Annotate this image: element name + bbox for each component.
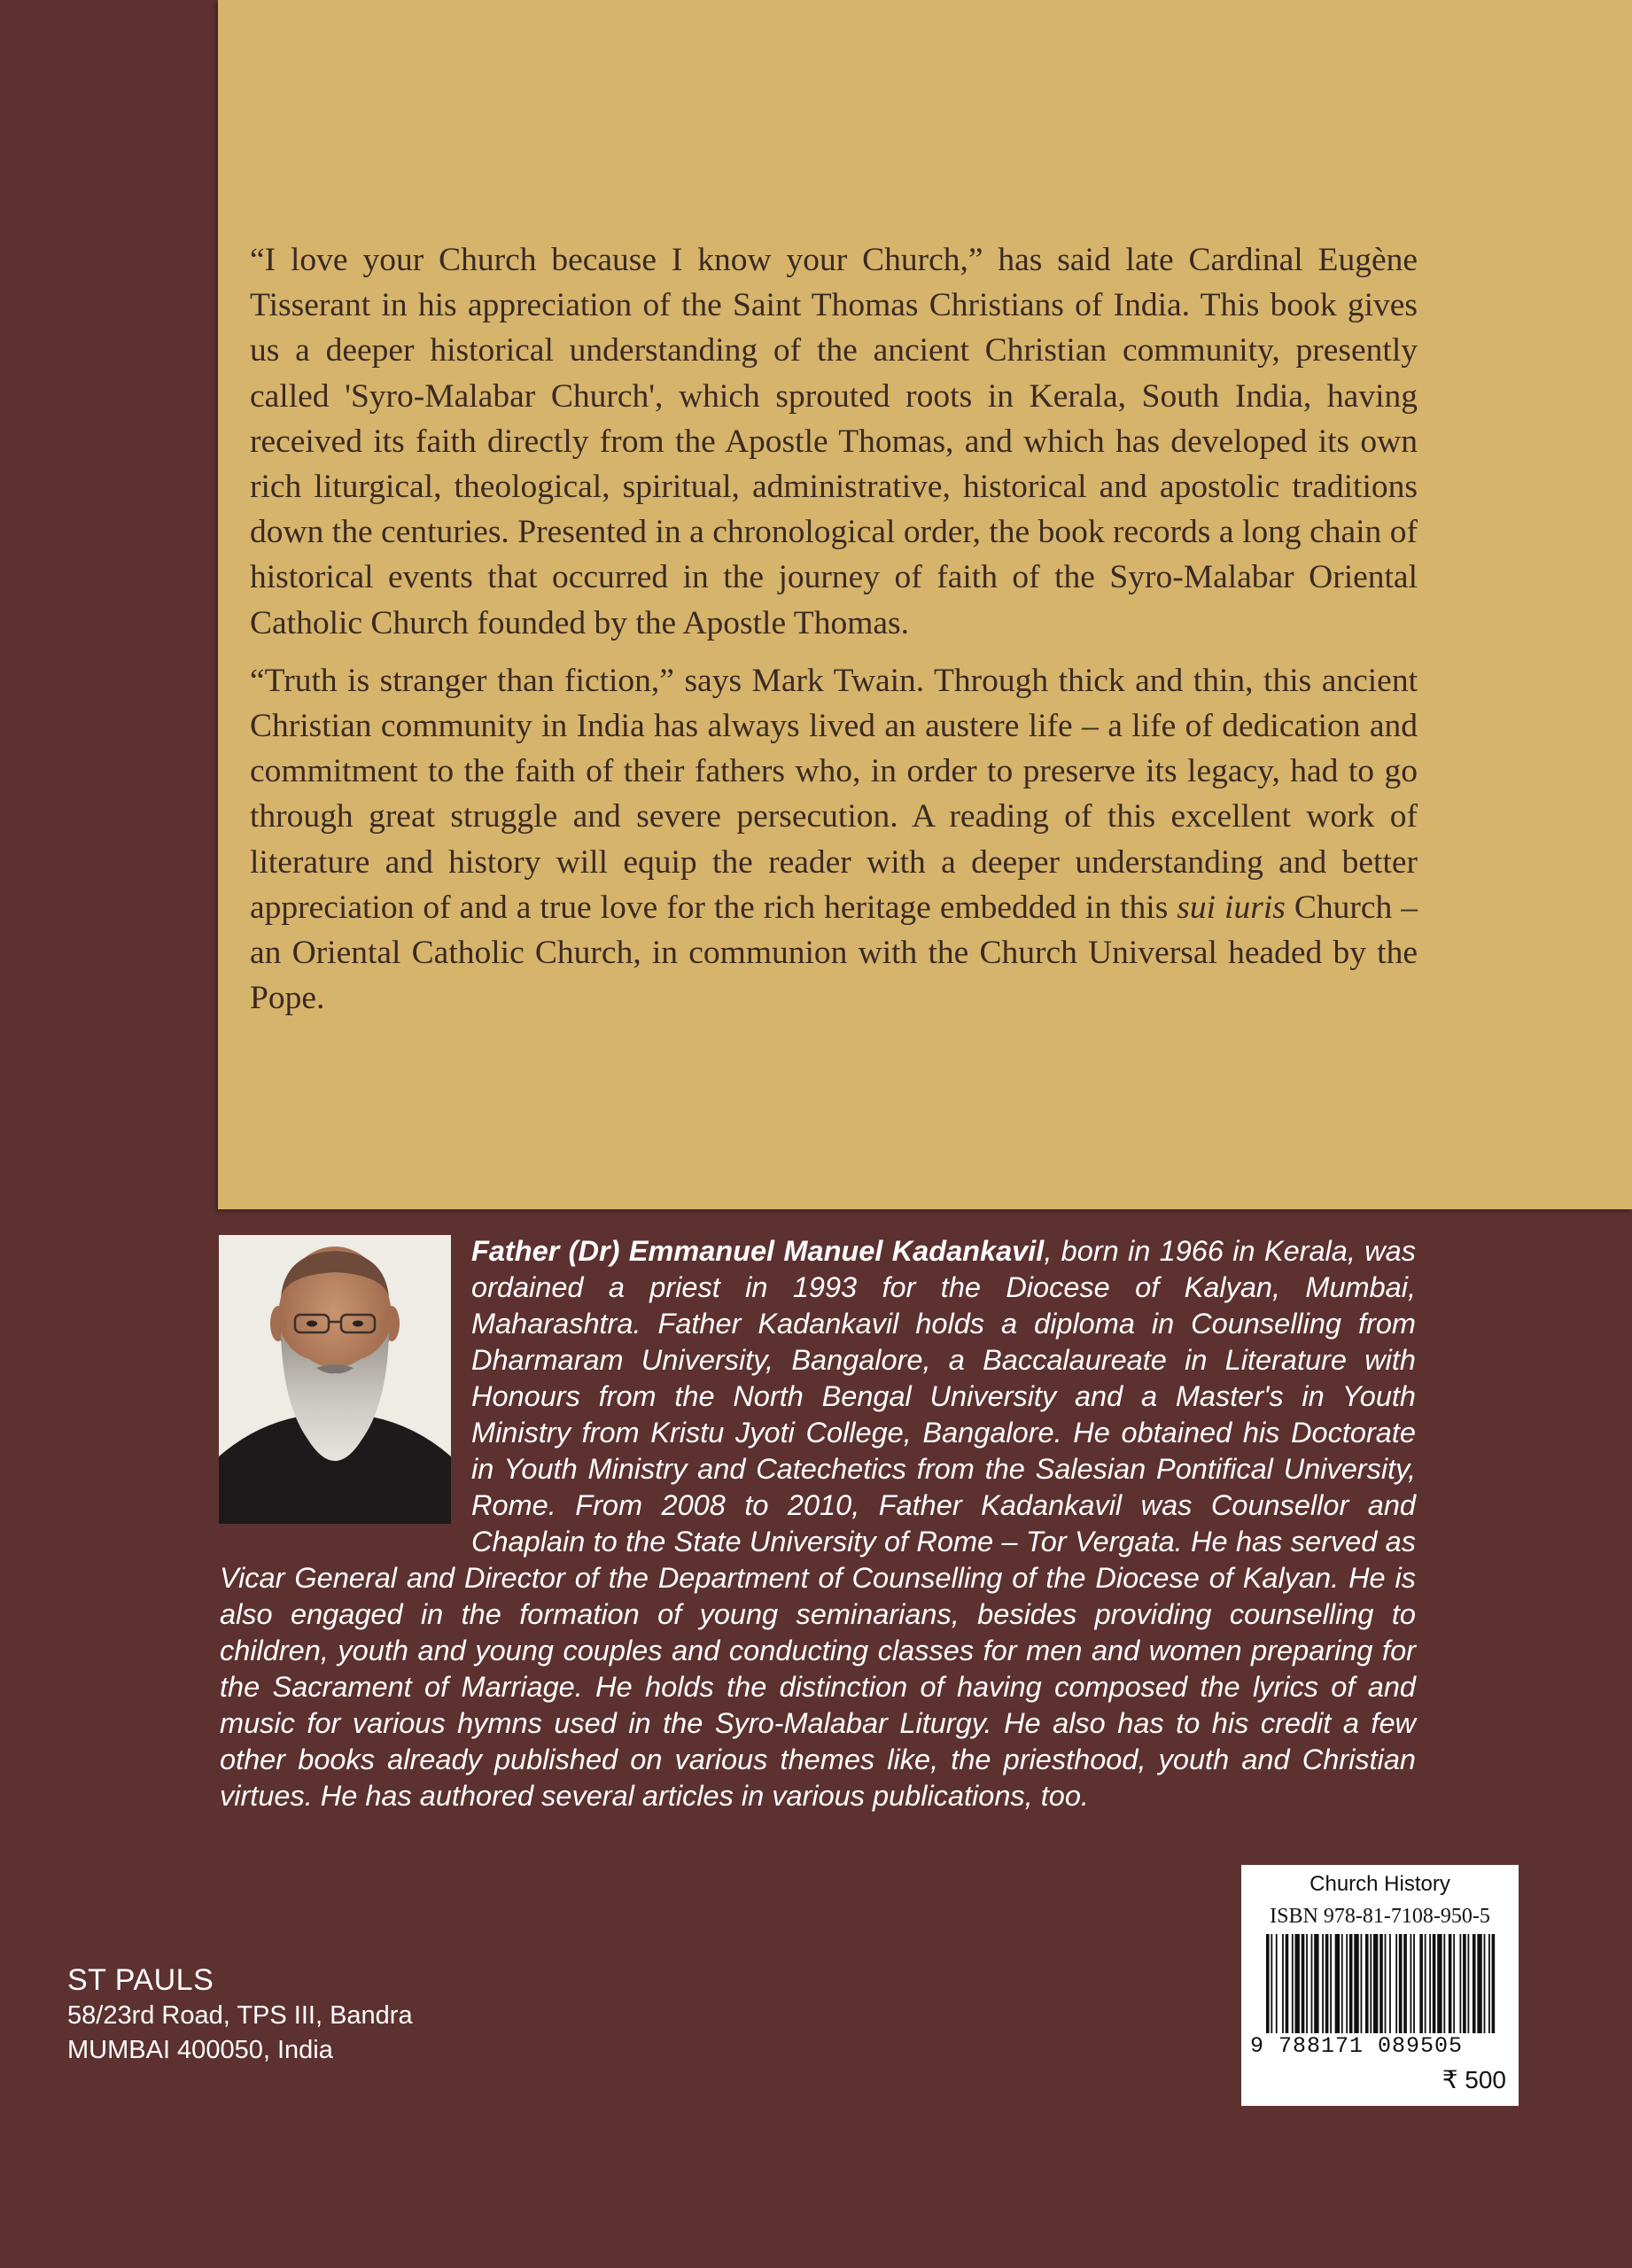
- blurb-paragraph-1: “I love your Church because I know your Church,” has said late Cardinal Eugène Tisserant in his appreciation of the Saint Thomas Christians of India. This book gives us a deeper historical understanding of the ancient Christian community, presently called 'Syro-Malabar Church', which sprouted roots in Kerala, South India, having received its faith directly from the Apostle Thomas, and which has developed its own rich liturgical, theological, spiritual, administrative, historical and apostolic traditions down the centuries. Presented in a chronological order, the book records a long chain of historical events that occurred in the journey of faith of the Syro-Malabar Oriental Catholic Church founded by the Apostle Thomas.: [250, 242, 1418, 641]
- publisher-address-line-1: 58/23rd Road, TPS III, Bandra: [67, 2001, 413, 2030]
- barcode-box: [1241, 1865, 1519, 2106]
- author-name: Father (Dr) Emmanuel Manuel Kadankavil: [471, 1235, 1045, 1267]
- publisher-block: [67, 1961, 413, 2068]
- blurb-paragraph-2-end: Church – an Oriental Catholic Church, in communion with the Church Universal headed by the Pope.: [250, 889, 1418, 1017]
- barcode-digits: 9 788171 089505: [1250, 2033, 1464, 2059]
- blurb-paragraph-2: [250, 658, 1418, 1021]
- barcode-icon: [1266, 1934, 1496, 2033]
- blurb-italic-term: sui iuris: [1177, 889, 1286, 926]
- author-bio-text: , born in 1966 in Kerala, was ordained a priest in 1993 for the Diocese of Kalyan, Mumbai, Maharashtra. Father Kadankavil holds a diploma in Counselling from Dharmaram University, Bangalore, a Baccalaureate in Literature with Honours from the North Bengal University and a Master's in Youth Ministry from Kristu Jyoti College, Bangalore. He obtained his Doctorate in Youth Ministry and Catechetics from the Salesian Pontifical University, Rome. From 2008 to 2010, Father Kadankavil was Counsellor and Chaplain to the State University of Rome – Tor Vergata. He has served as Vicar General and Director of the Department of Counselling of the Diocese of Kalyan. He is also engaged in the formation of young seminarians, besides providing counselling to children, youth and young couples and conducting classes for men and women preparing for the Sacrament of Marriage. He holds the distinction of having composed the lyrics of and music for various hymns used in the Syro-Malabar Liturgy. He also has to his credit a few other books already published on various themes like, the priesthood, youth and Christian virtues. He has authored several articles in various publications, too.: [220, 1235, 1416, 1812]
- publisher-name: ST PAULS: [67, 1963, 214, 1997]
- blurb-paragraph-2-text: “Truth is stranger than fiction,” says Mark Twain. Through thick and thin, this ancient Christian community in India has always lived an austere life – a life of dedication and commitment to the faith of their fathers who, in order to preserve its legacy, had to go through great struggle and severe persecution. A reading of this excellent work of literature and history will equip the reader with a deeper understanding and better appreciation of and a true love for the rich heritage embedded in this: [250, 662, 1418, 926]
- author-bio: [220, 1233, 1416, 1814]
- publisher-address-line-2: MUMBAI 400050, India: [67, 2036, 333, 2064]
- book-category: Church History: [1309, 1872, 1450, 1896]
- isbn-label: ISBN 978-81-7108-950-5: [1270, 1905, 1490, 1928]
- price-label: ₹ 500: [1442, 2066, 1506, 2093]
- book-blurb: [250, 237, 1418, 1033]
- photo-spacer: [220, 1233, 471, 1526]
